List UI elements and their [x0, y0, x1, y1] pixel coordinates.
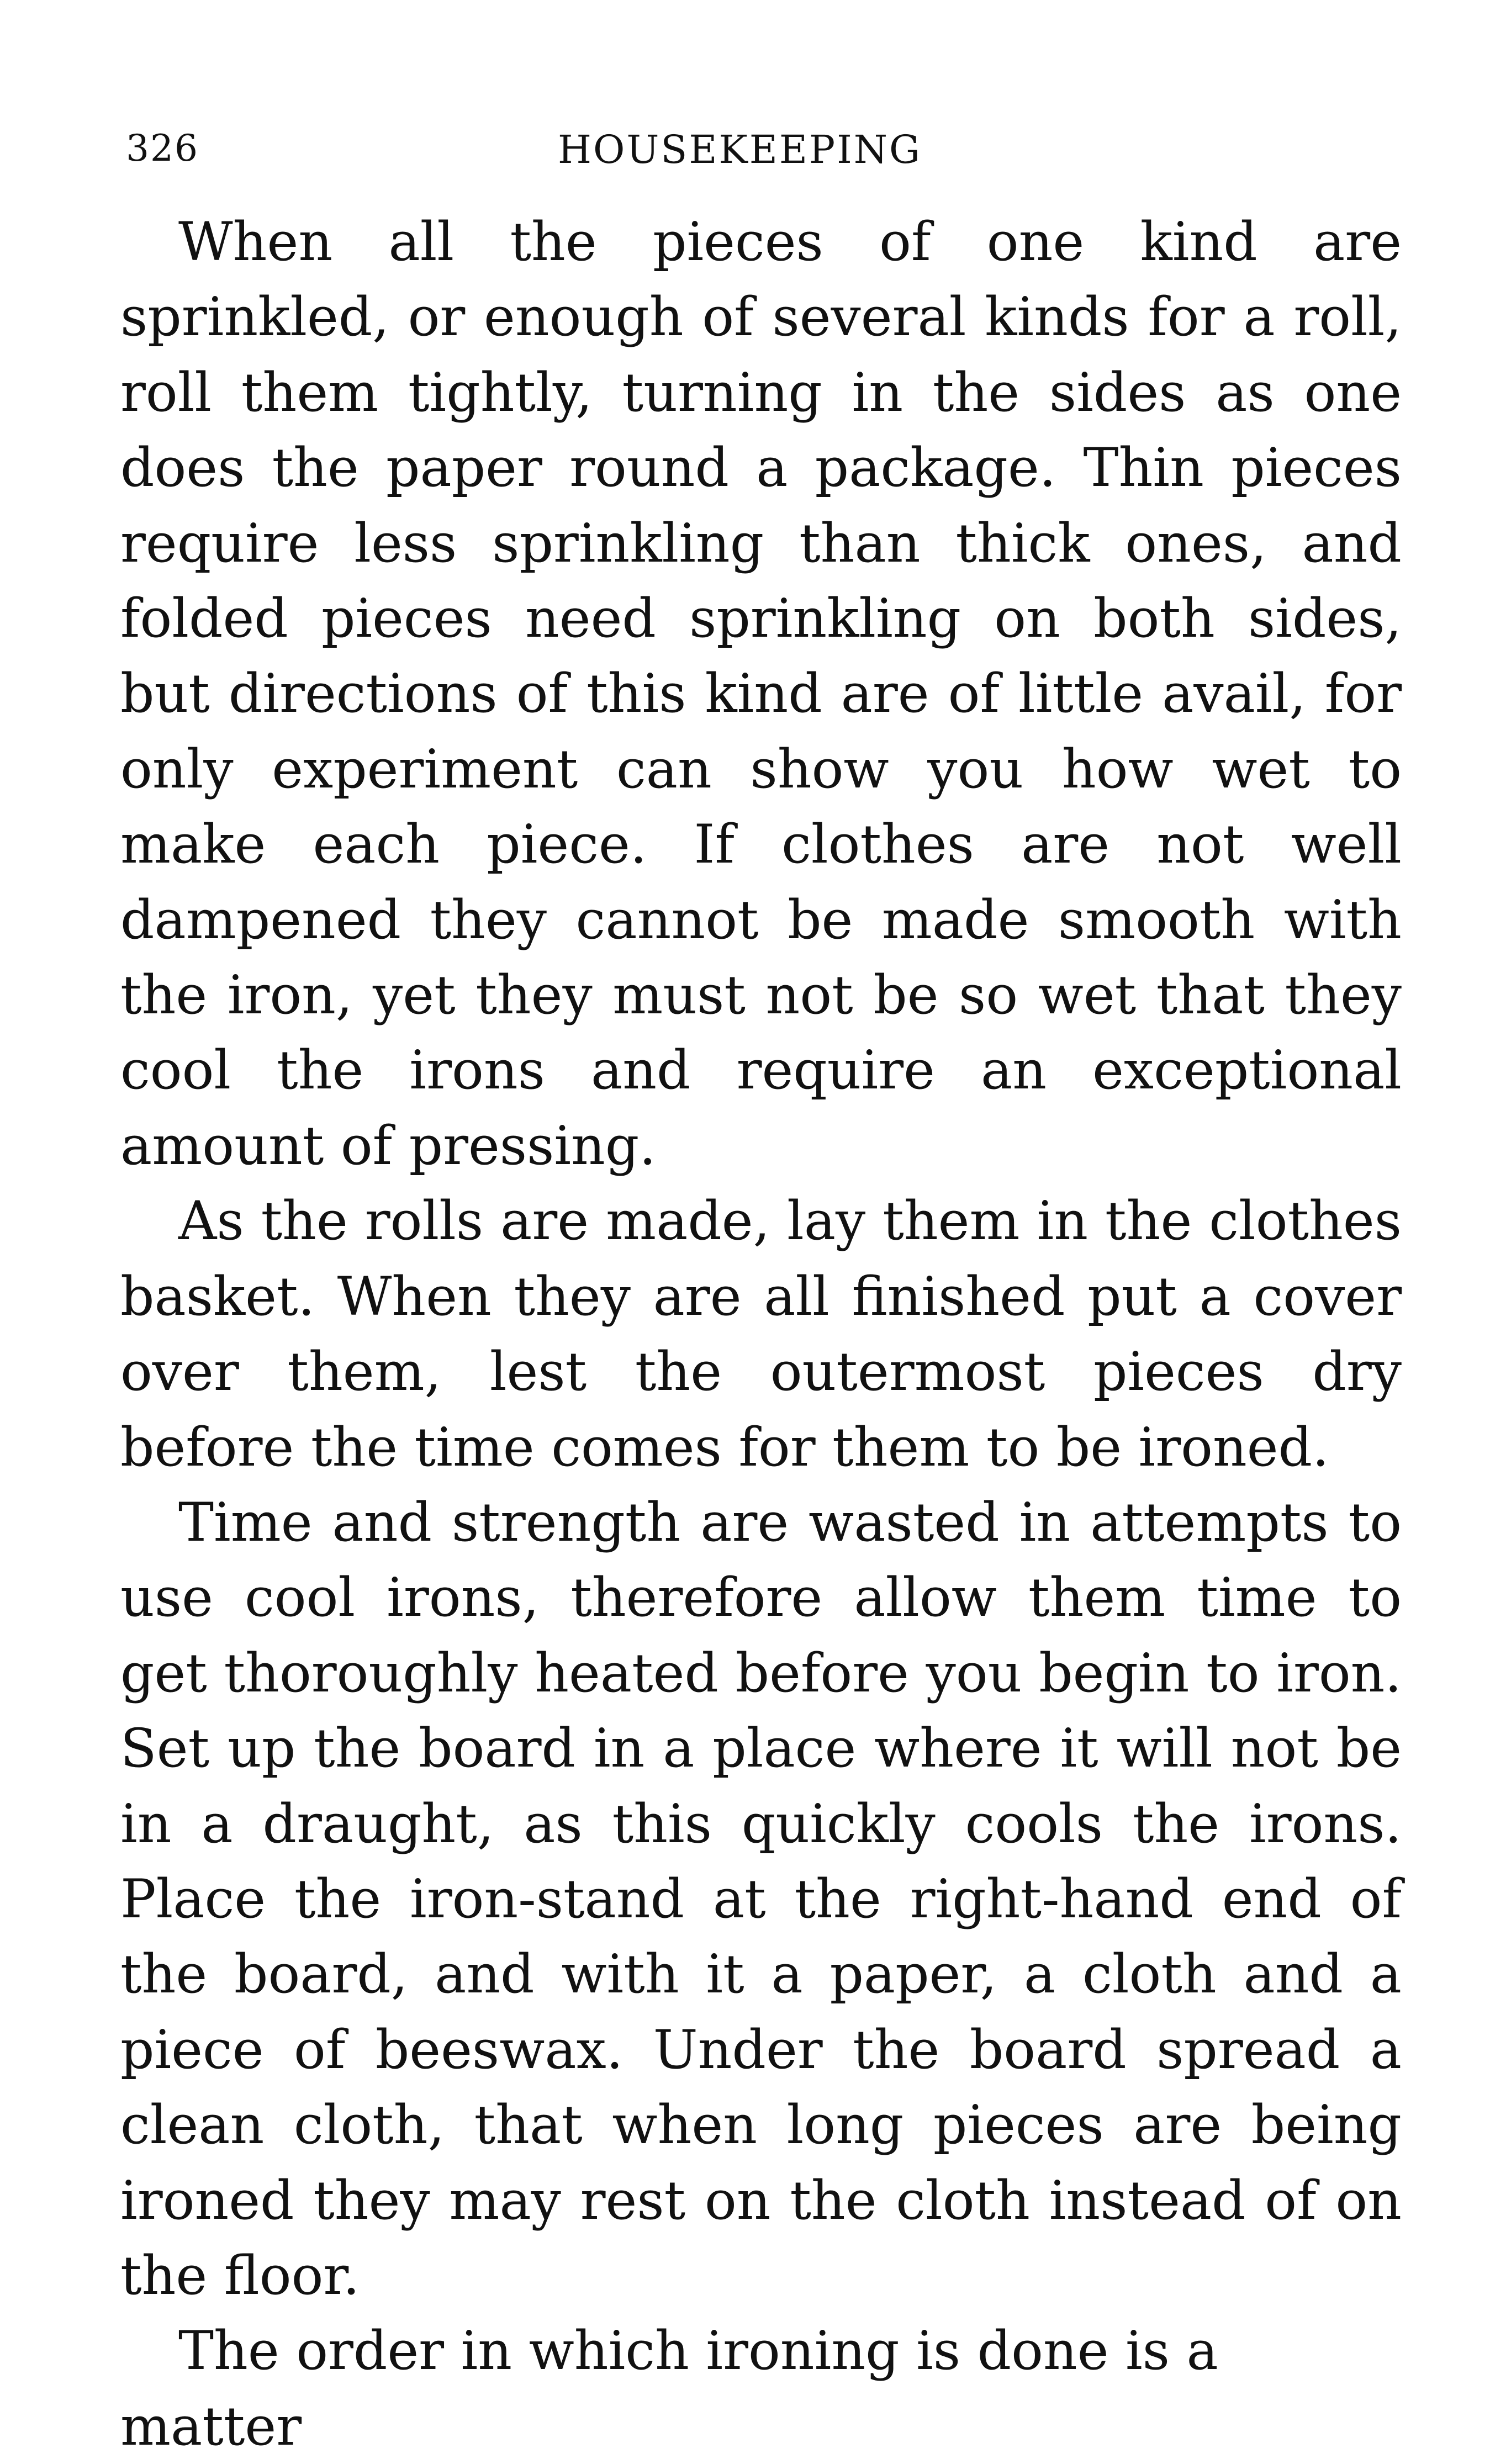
running-head: [126, 127, 1396, 188]
paragraph: Time and strength are wasted in attempts to use cool irons, therefore allow them time to get thoroughly heated before you begin to iron. Set up the board in a place where it will not be in a draught, as this quickly cools the irons. Place the iron-stand at the right-hand end of the board, and with it a paper, a cloth and a piece of beeswax. Under the board spread a clean cloth, that when long pieces are being ironed they may rest on the cloth instead of on the floor.: [120, 1491, 1402, 2307]
paragraph: The order in which ironing is done is a matter: [120, 2320, 1218, 2457]
body-text: [120, 204, 1402, 2464]
paragraph: When all the pieces of one kind are sprinkled, or enough of several kinds for a roll, roll them tightly, turning in the sides as one does the paper round a package. Thin pieces require less sprinkling than thick ones, and folded pieces need sprinkling on both sides, but directions of this kind are of little avail, for only experiment can show you how wet to make each piece. If clothes are not well dampened they cannot be made smooth with the iron, yet they must not be so wet that they cool the irons and require an exceptional amount of pressing.: [120, 211, 1402, 1177]
paragraph: As the rolls are made, lay them in the clothes basket. When they are all finished put a cover over them, lest the outermost pieces dry before the time comes for them to be ironed.: [120, 1190, 1402, 1478]
page-number: 326: [126, 127, 199, 170]
running-title: HOUSEKEEPING: [558, 127, 922, 172]
